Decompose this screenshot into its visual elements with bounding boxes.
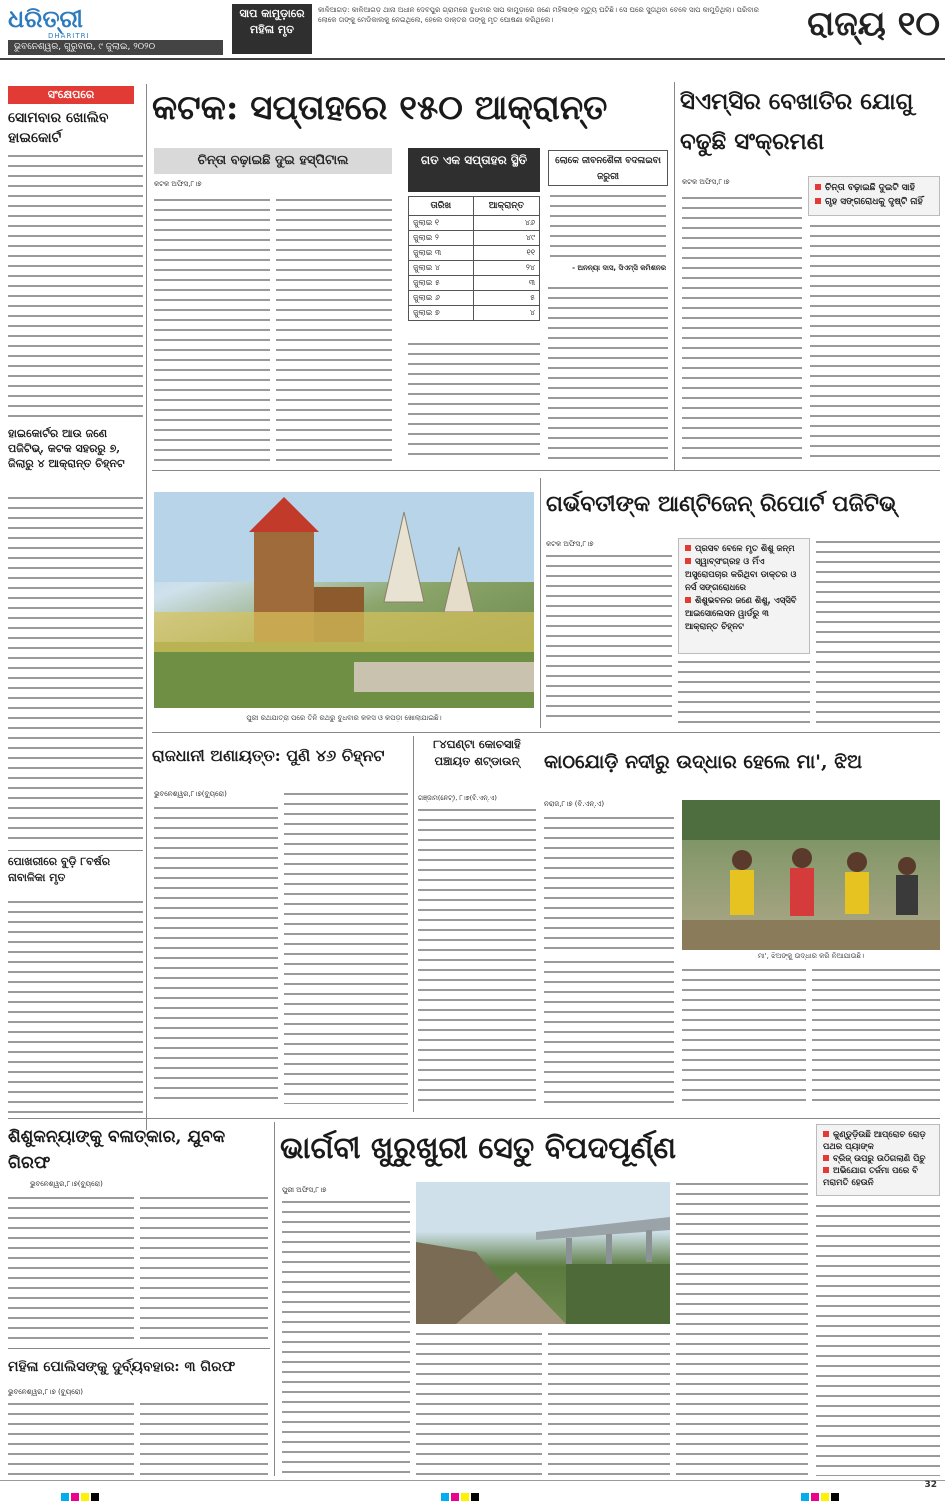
brief-body-2 [8,494,143,844]
color-swatches-left [60,1486,100,1505]
bhargavi-bullets [816,1124,940,1196]
kochasahi-dateline: ଗଞ୍ଜାମ(ନେଟ୍‌), ୮।୭(ବି.ଏନ୍.ଏ) [418,794,497,802]
rajdhani-headline: ରାଜଧାନୀ ଅଣାୟତ୍ତ: ପୁଣି ୪୬ ଚିହ୍ନଟ [152,746,385,765]
stat-table-title: ଗତ ଏକ ସପ୍ତାହର ସ୍ଥିତି [408,148,540,192]
top-brief-story: କାଳିଆଗଡ଼: କାଳିଆଗଡ଼ ଥାନା ଅଧୀନ ଦେବପୁର ଗ୍ରାମରେ ବୁଧବାର ସାପ କାମୁଡ଼ାରେ ଜଣେ ମହିଳାଙ୍କ ମୃତ୍ୟୁ ଘଟିଛି। ସେ ଘରେ ସୁତାଥିବା ବେଳେ ସାପ କାମୁଡ଼ିଥିଲା। ପରିବାର ଲୋକେ ତାଙ୍କୁ ମେଡିକାଲକୁ ନେଇଥିଲେ, ହେଲେ ଡାକ୍ତର ତାଙ୍କୁ ମୃତ ଘୋଷଣା କରିଥିଲେ। [318,6,759,24]
kathajodi-body-col-4 [812,966,940,1104]
pregnant-headline: ଗର୍ଭବତୀଙ୍କ ଆଣ୍ଟିଜେନ୍ ରିପୋର୍ଟ ପଜିଟିଭ୍ [546,491,897,517]
kathajodi-dateline: ନରାଜ,୮।୭ (ବି.ଏନ୍.ଏ) [544,800,605,808]
shishu-dateline: ଭୁବନେଶ୍ୱର,୮।୭(ବ୍ୟୁରୋ) [30,1180,103,1188]
lead-body-col-2 [276,196,392,462]
cmc-dateline: କଟକ ଅଫିସ,୮।୭ [682,178,730,186]
shishu-headline: ଶିଶୁକନ୍ୟାଙ୍କୁ ବଳାତ୍କାର, ଯୁବକ ଗିରଫ [8,1127,226,1173]
mahila-dateline: ଭୁବନେଶ୍ୱର,୮।୭ (ବ୍ୟୁରୋ) [8,1388,84,1396]
print-registration-strip [0,1480,945,1499]
side-box-signature: - ଅନନ୍ୟା ଦାସ, ସିଏମ୍‌ସି କମିଶନର [572,264,666,272]
column-rule [146,84,147,1130]
table-header-date: ତାରିଖ [409,197,474,216]
photo1-caption: ପୁରୀ ରଥଯାତ୍ରା ପରେ ତିନି ରଥରୁ ବୁଧବାର କଳସ ଓ କପଡ଼ା ଖୋଲାଯାଇଛି। [246,714,442,722]
brief-body-1 [8,152,143,420]
page-number: 32 [924,1480,937,1490]
kochasahi-headline: ୮୪ଘଣ୍ଟା କୋଚସାହି ପଞ୍ଚାୟତ ଶଟ୍‌ଡାଉନ୍ [433,737,521,768]
section-divider [8,1118,940,1119]
table-header-cases: ଆକ୍ରାନ୍ତ [473,197,539,216]
bhargavi-dateline: ପୁରୀ ଅଫିସ,୮।୭ [282,1186,327,1194]
pregnant-bullet-2: ସ୍ୱାବ୍‌ସଂଗ୍ରହ ଓ ମିଁଏ ଅସ୍ତ୍ରୋପଚାର କରିଥିବା ଡାକ୍ତର ଓ ନର୍ସ ସଙ୍ଗରୋଧରେ [685,557,797,593]
pregnant-dateline: କଟକ ଅଫିସ,୮।୭ [546,540,594,548]
bhargavi-body-col-3 [548,1330,670,1476]
dharitri-logo [8,4,128,38]
kathajodi-caption: ମା', ଝିଅଙ୍କୁ ଉଦ୍ଧାର କରି ନିଆଯାଉଛି। [757,952,865,960]
mahila-body-col-1 [8,1400,134,1476]
column-rule [674,82,675,470]
kathajodi-body-col-1 [544,814,674,954]
lead-headline: କଟକ: ସପ୍ତାହରେ ୧୫୦ ଆକ୍ରାନ୍ତ [152,88,608,128]
divider [8,1348,270,1349]
bridge-illustration [416,1182,670,1324]
cmc-body-col-1 [682,194,802,462]
bhargavi-body-col-5 [816,1202,940,1476]
rajdhani-body-col-2 [284,790,408,1104]
mahila-headline: ମହିଳା ପୋଲିସଙ୍କୁ ଦୁର୍ବ୍ୟବହାର: ୩ ଗିରଫ [8,1359,236,1375]
bhargavi-bullet-2: ବ୍ରିଜ୍ ଉପରୁ ଉଠିଗଲାଣି ପିଚୁ [823,1153,933,1165]
cmc-body-col-2 [810,222,940,462]
shishu-body-col-2 [140,1194,268,1344]
lead-kicker: ଚିନ୍ତା ବଢ଼ାଇଛି ଦୁଇ ହସ୍ପିଟାଲ [154,148,392,174]
bhargavi-bullet-1: କୁଣ୍ଡୁଡ଼ିଉଛି ଆପ୍ରୋଚ ରୋଡ଼ ପଥର ପ୍ୟାଙ୍କ [823,1130,926,1152]
issue-dateline: ଭୁବନେଶ୍ୱର, ଗୁରୁବାର, ୯ ଜୁଲାଇ, ୨୦୨୦ [8,40,223,55]
brief-headline-3: ପୋଖରୀରେ ବୁଡ଼ି ୮ବର୍ଷର ନାବାଳିକା ମୃତ [8,855,111,884]
kathajodi-body-col-2 [544,958,674,1104]
color-swatches-right [800,1486,840,1505]
page-title: ରାଜ୍ୟ ୧୦ [807,4,940,44]
temple-illustration [154,492,534,708]
bhargavi-body-col-1 [282,1198,410,1476]
stat-table [408,196,540,321]
pregnant-bullet-1: ପ୍ରସବ ବେଳେ ମୃତ ଶିଶୁ ଜନ୍ମ [685,543,803,556]
masthead [0,0,945,60]
brief-headline-2: ହାଇକୋର୍ଟର ଆଉ ଜଣେ ପଜିଟିଭ୍, କଟକ ସହରରୁ ୭, ଜିଲାରୁ ୪ ଆକ୍ରାନ୍ତ ଚିହ୍ନଟ [8,427,125,470]
cmc-bullet-1: ଚିନ୍ତା ବଢ଼ାଇଛି ଦୁଇଟି ସାହି [815,181,933,195]
bhargavi-bullet-3: ଅଭିଯୋଗ ତର୍ଜମା ପରେ ବି ମରାମତି ହେଉନି [823,1166,918,1188]
table-row: ଜୁଲାଇ ୪ ୨୪ [409,261,540,276]
pregnant-body-col-1 [546,552,672,724]
lead-body-col-1 [154,196,270,462]
bridge-photo [416,1182,670,1324]
cmc-bullet-2: ଗୃହ ସଙ୍ଗରୋଧକୁ ଦୃଷ୍ଟି ନାହିଁ [815,195,933,209]
table-row: ଜୁଲାଇ ୬ ୫ [409,291,540,306]
column-rule [540,478,541,728]
bhargavi-body-col-2 [416,1330,542,1476]
brief-tag: ସଂକ୍ଷେପରେ [8,86,134,104]
kochasahi-body [418,806,536,1104]
rajdhani-body-col-1 [154,804,278,1104]
section-divider [152,732,940,733]
pregnant-body-col-3 [816,538,940,724]
brief-headline-1: ସୋମବାର ଖୋଲିବ ହାଇକୋର୍ଟ [8,110,109,146]
mahila-body-col-2 [140,1400,268,1476]
logo-subtext: DHARITRI [48,32,90,40]
table-row: ଜୁଲାଇ ୨ ୪୯ [409,231,540,246]
logo-text: ଧରିତ୍ରୀ [8,4,83,33]
rajdhani-dateline: ଭୁବନେଶ୍ୱର,୮।୭(ବ୍ୟୁରୋ) [154,790,227,798]
kathajodi-photo [682,800,940,950]
table-row: ଜୁଲାଇ ୫ ୩ [409,276,540,291]
brief-body-3 [8,898,143,1120]
cmc-headline: ସିଏମ୍‌ସିର ବେଖାତିର ଯୋଗୁ ବଢୁଛି ସଂକ୍ରମଣ [680,88,914,155]
side-box-head: ଲୋକେ ଜୀବନଶୈଳୀ ବଦଳାଇବା ଜରୁରୀ [548,150,668,186]
kathajodi-body-col-3 [682,966,806,1104]
column-rule [274,1122,275,1476]
rathayatra-photo [154,492,534,708]
kathajodi-headline: କାଠଯୋଡ଼ି ନଦୀରୁ ଉଦ୍ଧାର ହେଲେ ମା', ଝିଅ [544,751,863,773]
section-divider [152,470,940,471]
table-row: ଜୁଲାଇ ୭ ୪ [409,306,540,321]
pregnant-bullets [678,538,810,654]
color-swatches-center [440,1486,480,1505]
pregnant-bullet-3: ଶିଶୁଭବନର ଜଣେ ଶିଶୁ, ଏସ୍‌ସିବି ଆଇସୋଲେସନ ୱାର୍ଡରୁ ୩ ଆକ୍ରାନ୍ତ ଚିହ୍ନଟ [685,596,797,632]
bhargavi-body-col-4 [676,1180,808,1476]
side-box-body [550,192,666,262]
lead-dateline: କଟକ ଅଫିସ,୮।୭ [154,180,202,188]
top-brief-box: ସାପ କାମୁଡ଼ାରେ ମହିଳା ମୃତ [232,4,312,54]
lead-body-col-4 [548,284,668,462]
table-row: ଜୁଲାଇ ୧ ୪୬ [409,216,540,231]
rescue-illustration [682,800,940,950]
cmc-bullets [808,176,940,216]
column-rule [413,736,414,1112]
bhargavi-headline: ଭାର୍ଗବୀ ଖୁରୁଖୁରୀ ସେତୁ ବିପଦପୂର୍ଣ୍ଣ [280,1131,677,1166]
divider [8,850,143,851]
shishu-body-col-1 [8,1194,134,1344]
table-row: ଜୁଲାଇ ୩ ୧୧ [409,246,540,261]
pregnant-body-col-2 [678,658,810,724]
lead-body-col-3 [408,340,540,462]
